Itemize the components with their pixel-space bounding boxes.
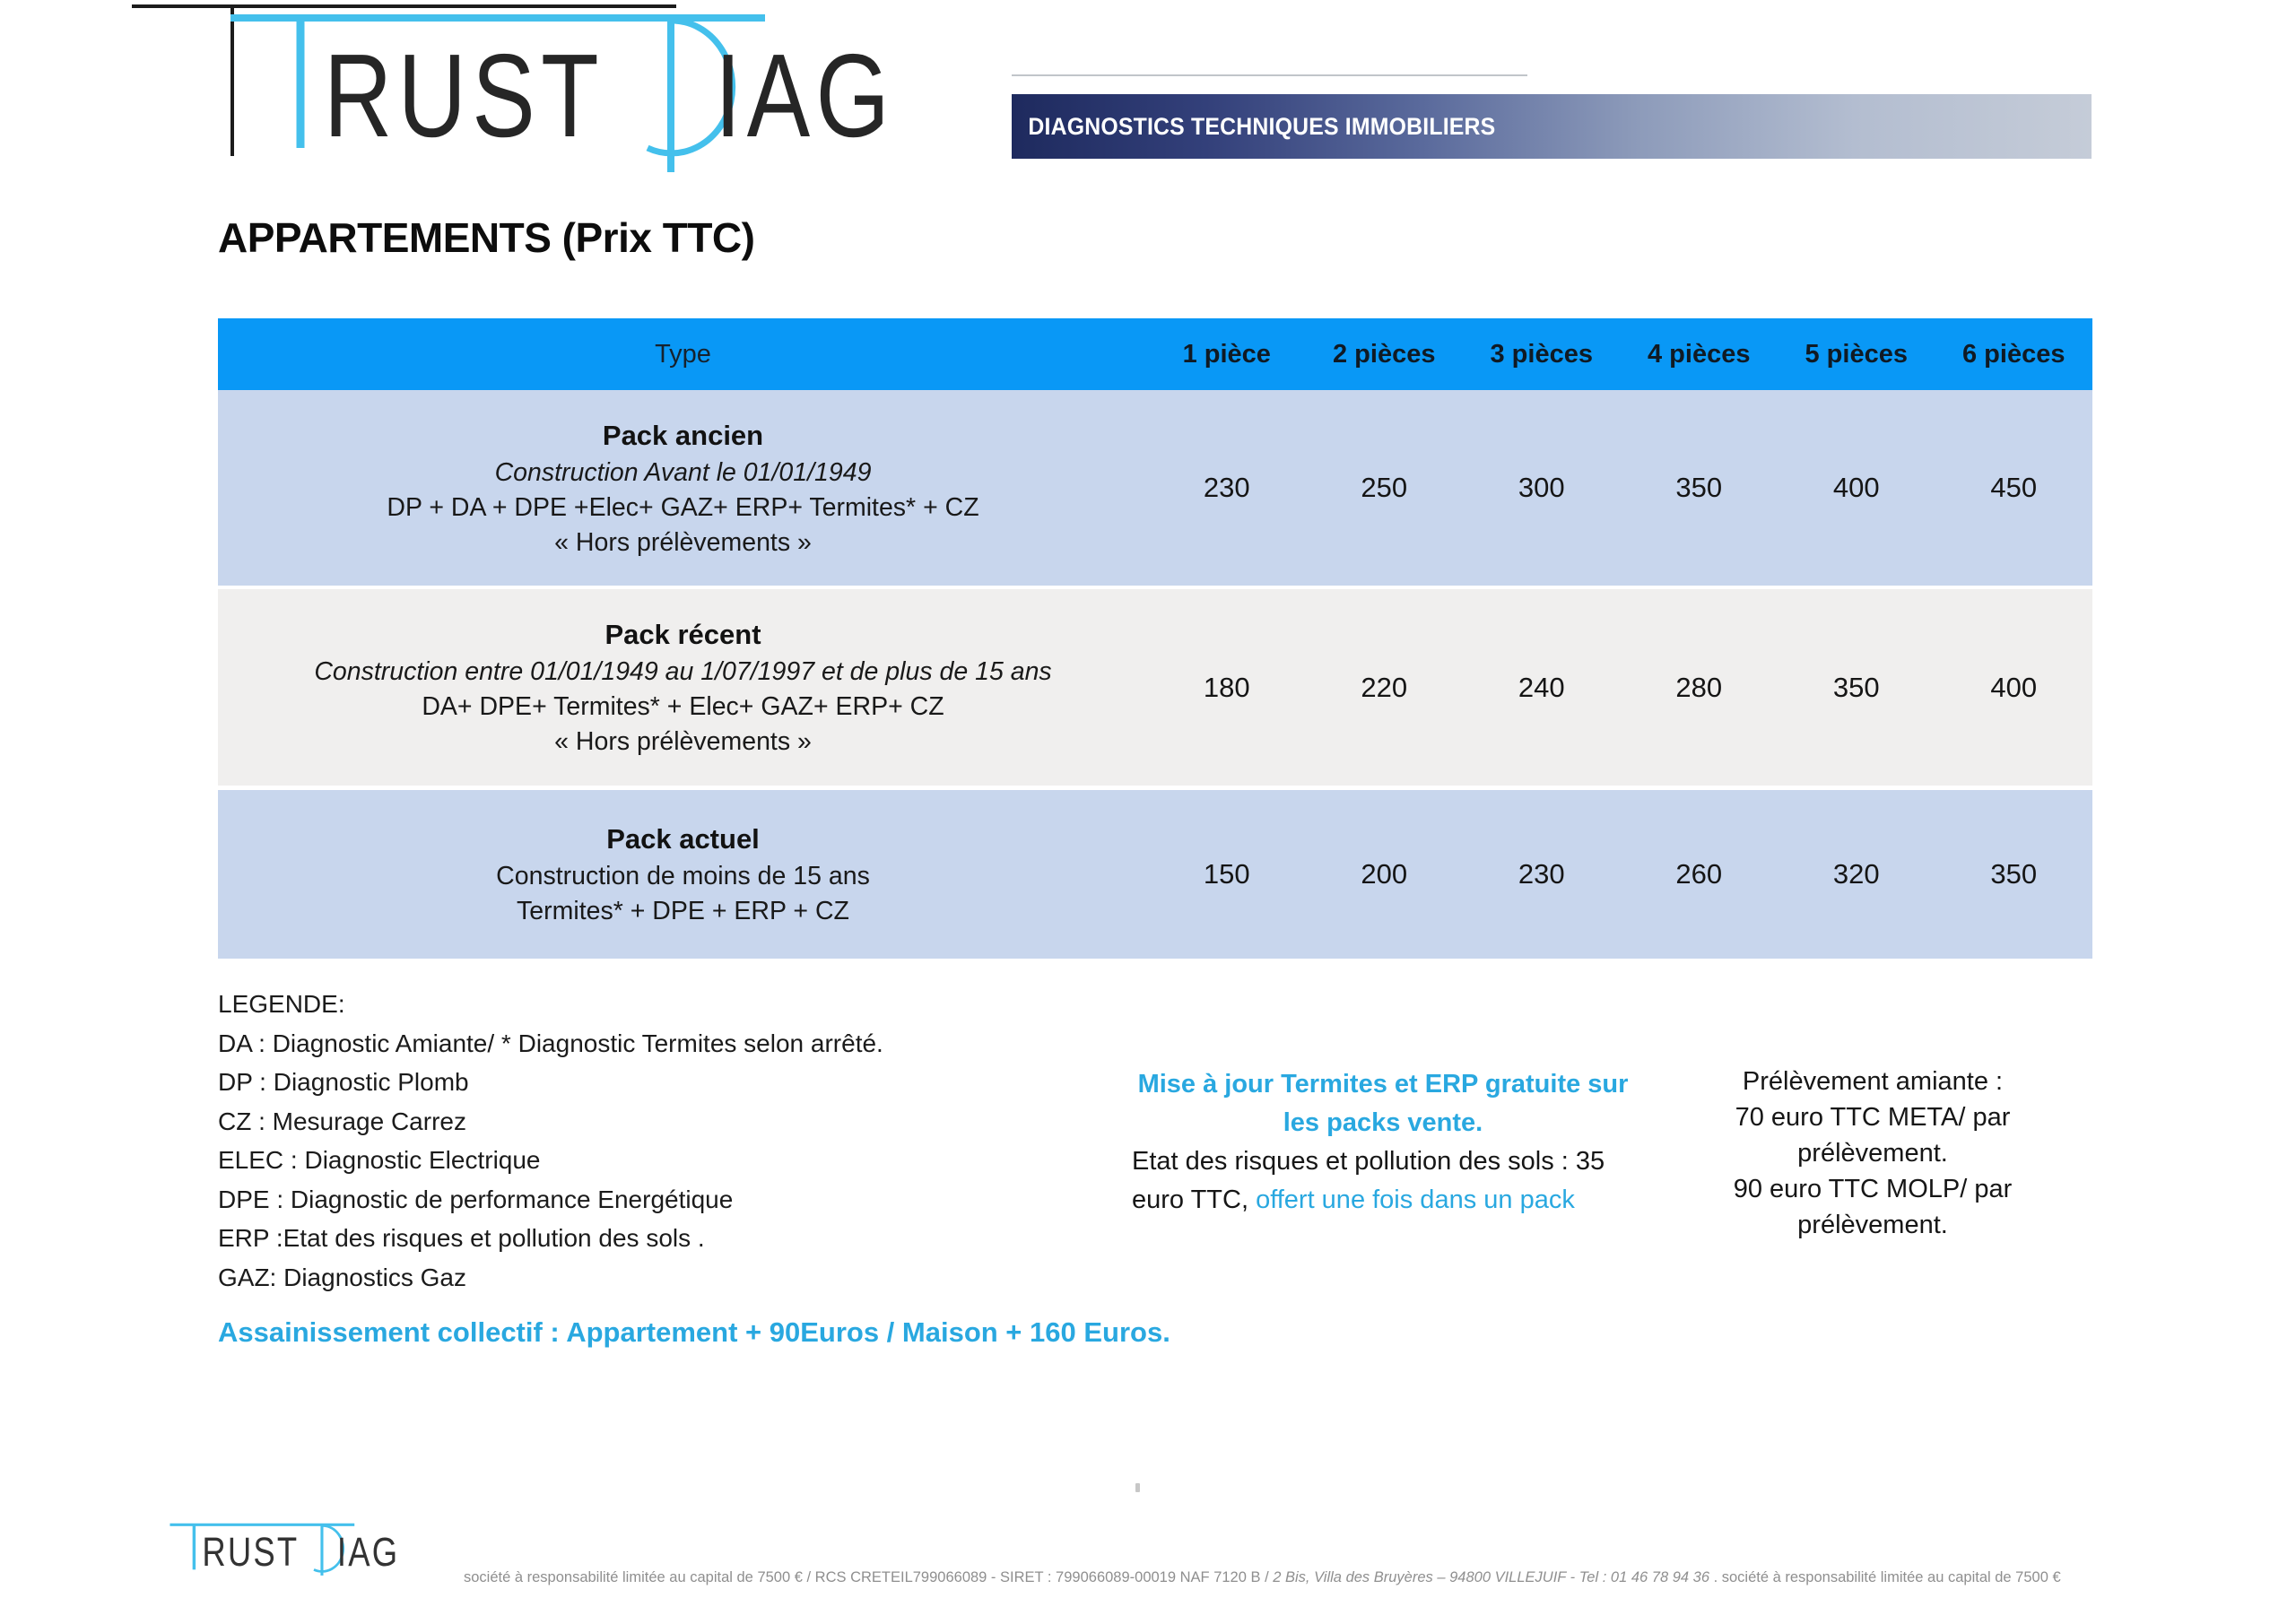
- price-cell: 300: [1518, 472, 1565, 503]
- legend-item: ERP :Etat des risques et pollution des sols .: [218, 1224, 705, 1252]
- price-cell: 250: [1361, 472, 1408, 503]
- legend-item: GAZ: Diagnostics Gaz: [218, 1263, 466, 1291]
- promo-body-blue: offert une fois dans un pack: [1256, 1185, 1575, 1214]
- price-cell: 320: [1832, 858, 1880, 890]
- price-cell: 350: [1675, 472, 1723, 503]
- table-row-pack-recent: [218, 589, 2092, 786]
- pack-diagnostics-line: Termites* + DPE + ERP + CZ: [517, 897, 849, 925]
- price-cell: 200: [1361, 858, 1408, 890]
- footer-legal-address: 2 Bis, Villa des Bruyères – 94800 VILLEJUIF - Tel : 01 46 78 94 36: [1273, 1569, 1714, 1585]
- logo-text-iag: IAG: [715, 30, 896, 162]
- legend-item: ELEC : Diagnostic Electrique: [218, 1146, 541, 1174]
- promo-headline-line1: Mise à jour Termites et ERP gratuite sur: [1137, 1070, 1629, 1099]
- legend-block: [218, 985, 883, 1297]
- pack-construction-line: Construction entre 01/01/1949 au 1/07/1997 et de plus de 15 ans: [314, 657, 1052, 686]
- price-cell: 450: [1990, 472, 2038, 503]
- price-cell: 400: [1832, 472, 1880, 503]
- promo-headline-line2: les packs vente.: [1283, 1108, 1483, 1137]
- footer-legal-text: [464, 1569, 2061, 1586]
- amiante-line: Prélèvement amiante :: [1742, 1067, 2004, 1096]
- legend-item: CZ : Mesurage Carrez: [218, 1107, 466, 1135]
- price-cell: 240: [1518, 671, 1565, 703]
- price-cell: 230: [1203, 472, 1250, 503]
- column-header-1piece: 1 pièce: [1182, 339, 1271, 369]
- column-header-3pieces: 3 pièces: [1490, 339, 1593, 369]
- pack-note-line: « Hors prélèvements »: [554, 527, 812, 557]
- header-banner: [1012, 94, 2092, 159]
- column-header-type: Type: [655, 339, 711, 369]
- footer-logo-text-rust: RUST: [202, 1529, 300, 1575]
- amiante-line: prélèvement.: [1797, 1211, 1948, 1239]
- price-cell: 260: [1675, 858, 1723, 890]
- column-header-6pieces: 6 pièces: [1962, 339, 2066, 369]
- pack-description-cell: [218, 390, 1148, 586]
- amiante-line: 90 euro TTC MOLP/ par: [1733, 1175, 2013, 1203]
- amiante-line: 70 euro TTC META/ par: [1735, 1103, 2011, 1132]
- logo-text-rust: RUST: [324, 30, 605, 162]
- banner-text: DIAGNOSTICS TECHNIQUES IMMOBILIERS: [1028, 112, 1496, 140]
- table-row-pack-ancien: [218, 390, 2092, 586]
- promo-block: [1132, 1065, 1634, 1220]
- pack-title: Pack ancien: [602, 419, 764, 451]
- footer-logo-text-iag: IAG: [336, 1529, 400, 1575]
- promo-body-black: euro TTC,: [1132, 1185, 1257, 1214]
- legend-item: DP : Diagnostic Plomb: [218, 1068, 469, 1096]
- price-cell: 150: [1203, 858, 1250, 890]
- column-header-2pieces: 2 pièces: [1333, 339, 1436, 369]
- pack-diagnostics-line: DP + DA + DPE +Elec+ GAZ+ ERP+ Termites* + CZ: [387, 492, 979, 522]
- banner-top-rule: [1012, 74, 1527, 76]
- pack-construction-line: Construction de moins de 15 ans: [496, 862, 870, 890]
- pricing-table: [218, 318, 2092, 959]
- price-cell: 280: [1675, 671, 1723, 703]
- column-header-5pieces: 5 pièces: [1805, 339, 1908, 369]
- scan-artifact-dot: [1135, 1483, 1140, 1492]
- promo-body-line1: Etat des risques et pollution des sols : 35: [1132, 1147, 1605, 1176]
- legend-item: DA : Diagnostic Amiante/ * Diagnostic Termites selon arrêté.: [218, 1029, 883, 1057]
- column-header-4pieces: 4 pièces: [1648, 339, 1751, 369]
- table-header-row: [218, 318, 2092, 390]
- footer-legal-part1: société à responsabilité limitée au capital de 7500 € / RCS CRETEIL799066089 - SIRET : 799066089-00019 NAF 7120 B /: [464, 1569, 1274, 1585]
- pack-diagnostics-line: DA+ DPE+ Termites* + Elec+ GAZ+ ERP+ CZ: [422, 692, 944, 721]
- table-row-pack-actuel: [218, 790, 2092, 959]
- price-cell: 400: [1990, 671, 2038, 703]
- promo-body-line2: [1132, 1181, 1634, 1220]
- pack-description-cell: [218, 589, 1148, 786]
- price-cell: 180: [1203, 671, 1250, 703]
- pack-description-cell: [218, 790, 1148, 959]
- pack-title: Pack récent: [604, 619, 761, 650]
- pack-construction-line: Construction Avant le 01/01/1949: [494, 457, 872, 487]
- amiante-block: [1639, 1064, 2106, 1243]
- legend-item: DPE : Diagnostic de performance Energétique: [218, 1185, 734, 1213]
- page-title: APPARTEMENTS (Prix TTC): [218, 214, 755, 261]
- price-cell: 220: [1361, 671, 1408, 703]
- trustdiag-logo: [132, 2, 975, 177]
- price-cell: 350: [1990, 858, 2038, 890]
- amiante-line: prélèvement.: [1797, 1139, 1948, 1168]
- footer-legal-part3: . société à responsabilité limitée au capital de 7500 €: [1713, 1569, 2061, 1585]
- legend-title: LEGENDE:: [218, 990, 345, 1018]
- assainissement-note: Assainissement collectif : Appartement + 90Euros / Maison + 160 Euros.: [218, 1316, 1170, 1348]
- pack-title: Pack actuel: [606, 823, 760, 855]
- footer-trustdiag-logo: [167, 1519, 427, 1576]
- pack-note-line: « Hors prélèvements »: [554, 727, 812, 756]
- price-cell: 350: [1832, 671, 1880, 703]
- price-cell: 230: [1518, 858, 1565, 890]
